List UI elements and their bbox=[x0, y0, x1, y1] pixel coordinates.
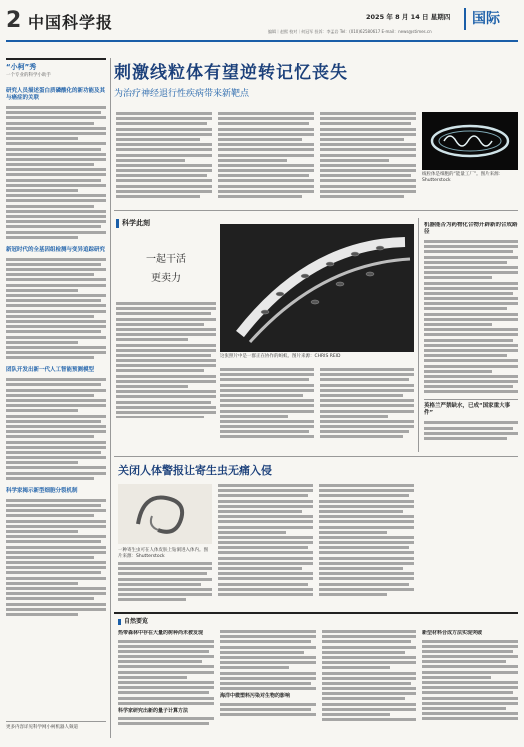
section-divider bbox=[114, 456, 518, 457]
worm-body-left bbox=[118, 562, 212, 606]
lead-photo-caption: 线粒体是细胞的“能量工厂”。图片来源：Shutterstock bbox=[422, 172, 504, 183]
feature-column-name: 科学此刻 bbox=[122, 219, 150, 227]
bottom-story-4-title: 新型材料合成方法实现突破 bbox=[422, 630, 483, 636]
lead-heading bbox=[114, 58, 518, 98]
left-footer: 更多内容详见科学网小柯机器人频道 bbox=[6, 721, 106, 730]
left-item-title: 研究人员描述蛋白质磷酸化的新功能及其与癌症的关联 bbox=[6, 88, 106, 101]
issue-date: 2025 年 8 月 14 日 星期四 bbox=[366, 13, 451, 21]
feature-photo-caption: 这张照片中是一群正在协作的蚂蚁。图片来源：CHRIS REID bbox=[220, 354, 341, 359]
bottom-section-label: 自然要览 bbox=[124, 618, 149, 625]
bottom-rule bbox=[114, 612, 518, 614]
bottom-section-title bbox=[118, 616, 238, 626]
bottom-story-4-body bbox=[322, 630, 416, 738]
contact-line: 编辑｜赵熙 校对｜何冠军 投诉：李孟岩 Tel：(010)62580617 E-mail：news@stimes.cn bbox=[268, 29, 432, 34]
parasite-photo bbox=[118, 484, 212, 544]
column-name: “小柯”秀 bbox=[6, 63, 37, 71]
left-item bbox=[6, 88, 106, 239]
worm-body bbox=[218, 484, 414, 608]
left-item bbox=[6, 488, 106, 616]
left-item bbox=[6, 247, 106, 360]
left-item-title: 团队开发出新一代人工智能预测模型 bbox=[6, 367, 95, 374]
left-column bbox=[6, 58, 106, 730]
sidebar-story-2-title: 英格兰严禁缺水，已成“国家重大事件” bbox=[424, 399, 518, 417]
left-item bbox=[6, 367, 106, 480]
column-subtitle: 一个专业的科学小助手 bbox=[6, 73, 51, 78]
masthead bbox=[6, 6, 518, 40]
section-divider bbox=[114, 210, 518, 211]
bottom-story-1-title: 热带森林中存在大量的树种尚未被发现 bbox=[118, 630, 204, 636]
bottom-story-3-title: 海洋中微塑料污染对生物的影响 bbox=[220, 693, 291, 700]
feature-kicker-1: 一起干活 bbox=[146, 254, 186, 265]
worm-headline: 关闭人体警报让寄生虫无痛入侵 bbox=[118, 464, 272, 477]
bottom-story-3 bbox=[220, 630, 316, 738]
lead-subhead: 为治疗神经退行性疾病带来新靶点 bbox=[114, 89, 250, 98]
masthead-rule bbox=[6, 40, 518, 42]
column-divider bbox=[418, 218, 419, 452]
section-label: 国际 bbox=[464, 8, 518, 30]
page-number: 2 bbox=[6, 8, 22, 33]
lead-headline: 刺激线粒体有望逆转记忆丧失 bbox=[114, 63, 348, 83]
left-item-title: 科学家揭示新型细胞分裂机制 bbox=[6, 487, 78, 494]
column-divider bbox=[110, 58, 111, 738]
feature-body bbox=[220, 368, 414, 444]
worm-photo-caption: 一种寄生虫可在人体皮肤上钻洞进入体内。图片来源：Shutterstock bbox=[118, 548, 208, 559]
bottom-story-1 bbox=[118, 630, 214, 738]
sidebar bbox=[424, 222, 518, 452]
sidebar-story-1-title: 机器能否为药物化合物开辟新的合成路径 bbox=[424, 222, 518, 235]
bottom-story-4 bbox=[422, 630, 518, 738]
feature-intro bbox=[116, 218, 216, 418]
bottom-story-2-title: 科学家研究出新的量子计算方法 bbox=[118, 707, 189, 714]
paper-logo: 中国科学报 bbox=[28, 13, 114, 32]
feature-kicker-2: 更卖力 bbox=[151, 273, 181, 284]
left-item-title: 新冠时代的全基因组检测与变异追踪研究 bbox=[6, 246, 106, 253]
ants-photo bbox=[220, 224, 414, 352]
mitochondria-photo bbox=[422, 112, 518, 170]
lead-body bbox=[116, 112, 416, 204]
